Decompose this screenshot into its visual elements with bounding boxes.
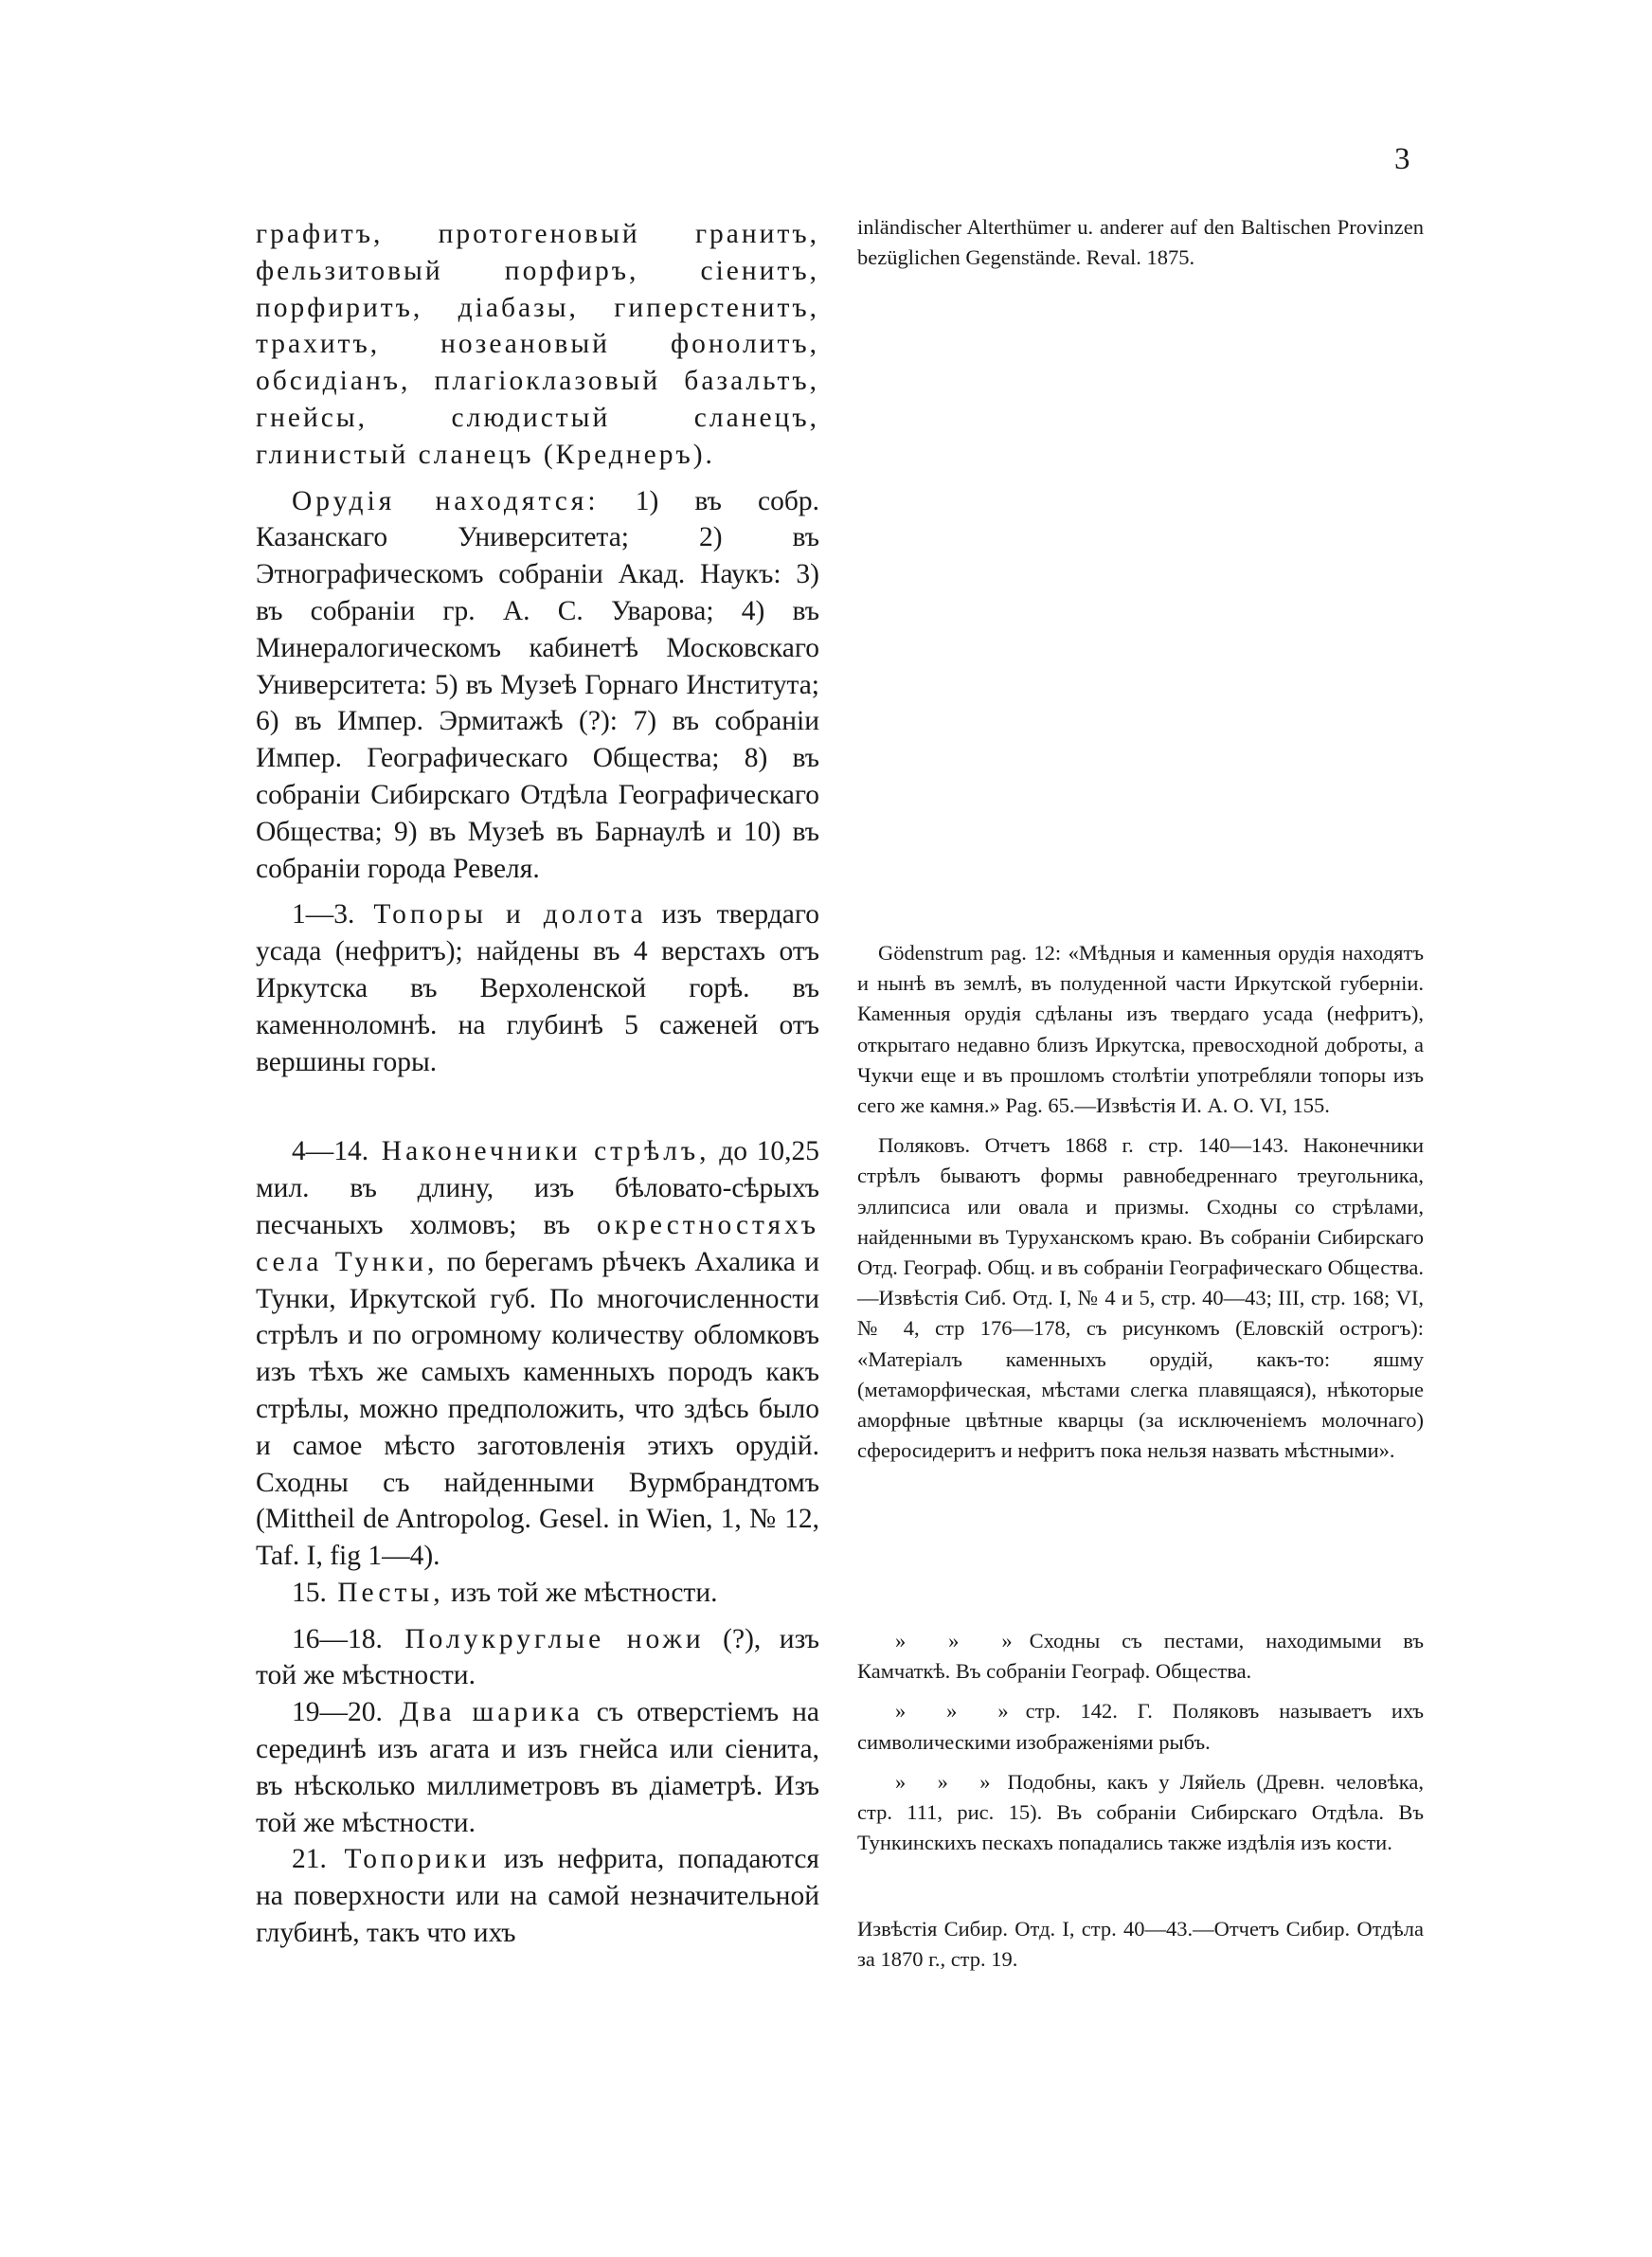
right-notes-entries-15-20	[857, 1626, 1424, 1858]
entry-21-number: 21.	[292, 1844, 327, 1875]
note-entry-19-20-text: Подобны, какъ у Ляйель (Древн. человѣка, стр. 111, рис. 15). Въ собраніи Сибирскаго Отдѣла. Въ Тункинскихъ пескахъ попадались также издѣлія изъ кости.	[857, 1769, 1425, 1855]
note-entry-19-20	[857, 1767, 1424, 1859]
entry-21-text: изъ нефрита, попадаются на поверхности или на самой незначительной глубинѣ, такъ что ихъ	[256, 1844, 820, 1949]
entry-19-20-number: 19—20.	[292, 1697, 383, 1728]
entry-1-3-text: изъ твердаго усада (нефритъ); найдены въ 4 верстахъ отъ Иркутска въ Верхоленской горѣ. въ каменноломнѣ. на глубинѣ 5 саженей отъ вершины горы.	[256, 899, 820, 1077]
entry-4-14-number: 4—14.	[292, 1136, 369, 1167]
collections-paragraph	[256, 483, 819, 888]
collections-lead: Орудія находятся:	[292, 485, 600, 516]
entry-19-20	[256, 1694, 819, 1841]
entry-16-18	[256, 1621, 819, 1695]
ditto-marks: » » »	[895, 1699, 1009, 1724]
collections-text: 1) въ собр. Казанскаго Университета; 2) въ Этнографическомъ собраніи Акад. Наукъ: 3) въ собраніи гр. А. С. Уварова; 4) въ Минералогическомъ кабинетѣ Московскаго Университета: 5) въ Музеѣ Горнаго Института; 6) въ Импер. Эрмитажѣ (?): 7) въ собраніи Импер. Географическаго Общества; 8) въ собраніи Сибирскаго Отдѣла Географическаго Общества; 9) въ Музеѣ въ Барнаулѣ и 10) въ собраніи города Ревеля.	[256, 485, 819, 884]
entry-21-heading: Топорики	[326, 1844, 491, 1875]
right-note-entry-21	[857, 1914, 1424, 1975]
entry-4-14-text-a: до 10,25 мил. въ длину, изъ бѣловато-сѣрыхъ песчаныхъ холмовъ; въ	[256, 1136, 820, 1240]
left-column	[256, 216, 819, 1952]
entry-19-20-heading: Два шарика	[382, 1697, 584, 1728]
note-entry-16-18	[857, 1696, 1424, 1757]
entry-1-3	[256, 896, 819, 1080]
right-note-reference-top	[857, 212, 1424, 273]
entry-4-14-locality: окрестностяхъ села Тунки,	[256, 1209, 819, 1277]
note-entry-16-18-text: стр. 142. Г. Поляковъ называетъ ихъ символическими изображеніями рыбъ.	[857, 1699, 1425, 1754]
entry-4-14	[256, 1133, 819, 1575]
entry-19-20-text: съ отверстіемъ на серединѣ изъ агата и изъ гнейса или сіенита, въ нѣсколько миллиметровъ въ діаметрѣ. Изъ той же мѣстности.	[256, 1697, 819, 1838]
ditto-marks: » » »	[895, 1629, 1013, 1652]
right-note-reference-text: inländischer Alterthümer u. anderer auf den Baltischen Provinzen bezüglichen Gegenstände. Reval. 1875.	[857, 215, 1424, 270]
note-godenstrum: Gödenstrum pag. 12: «Мѣдныя и каменныя орудія находятъ и нынѣ въ землѣ, въ полуденной части Иркутской губерніи. Каменныя орудія сдѣланы изъ твердаго усада (нефритъ), открытаго недавно близъ Иркутска, превосходной доброты, а Чукчи еще и въ прошломъ столѣтіи употребляли топоры изъ сего же камня.» Pag. 65.—Извѣстія И. А. О. VI, 155.	[857, 941, 1424, 1118]
note-polyakov: Поляковъ. Отчетъ 1868 г. стр. 140—143. Наконечники стрѣлъ бываютъ формы равнобедреннаго треугольника, эллипсиса или овала и призмы. Сходны со стрѣлами, найденными въ Туруханскомъ краю. Въ собраніи Сибирскаго Отд. Географ. Общ. и въ собраніи Географическаго Общества.—Извѣстія Сиб. Отд. I, № 4 и 5, стр. 40—43; III, стр. 168; VI, № 4, стр 176—178, съ рисункомъ (Еловскій острогъ): «Матеріалъ каменныхъ орудій, какъ-то: яшму (метаморфическая, мѣстами слегка плавящаяся), нѣкоторые аморфные цвѣтные кварцы (за исключеніемъ молочнаго) сферосидеритъ и нефритъ пока нельзя назвать мѣстными».	[857, 1133, 1424, 1463]
mineral-list-text: графитъ, протогеновый гранитъ, фельзитовый порфиръ, сіенитъ, порфиритъ, діабазы, гиперстенитъ, трахитъ, нозеановый фонолитъ, обсидіанъ, плагіоклазовый базальтъ, гнейсы, слюдистый сланецъ, глинистый сланецъ (Креднеръ).	[256, 219, 819, 470]
note-entry-21-text: Извѣстія Сибир. Отд. I, стр. 40—43.—Отчетъ Сибир. Отдѣла за 1870 г., стр. 19.	[857, 1917, 1424, 1972]
right-notes-entries-1-14	[857, 938, 1424, 1466]
entry-16-18-heading: Полукруглые ножи	[382, 1623, 705, 1654]
entry-4-14-heading: Наконечники стрѣлъ,	[368, 1136, 710, 1167]
page-number: 3	[1394, 142, 1410, 176]
entry-15-number: 15.	[292, 1577, 327, 1608]
note-entry-15-text: Сходны съ пестами, находимыми въ Камчаткѣ. Въ собраніи Географ. Общества.	[857, 1629, 1425, 1684]
entry-4-14-text-b: по берегамъ рѣчекъ Ахалика и Тунки, Иркутской губ. По многочисленности стрѣлъ и по огромному количеству обломковъ изъ тѣхъ же самыхъ каменныхъ породъ какъ стрѣлы, можно предположить, что здѣсь было и самое мѣсто заготовленія этихъ орудій. Сходны съ найденными Вурмбрандтомъ (Mittheil de Antropolog. Gesel. in Wien, 1, № 12, Taf. I, fig 1—4).	[256, 1246, 819, 1572]
entry-15-text: изъ той же мѣстности.	[443, 1577, 718, 1608]
entry-21	[256, 1841, 819, 1951]
entry-16-18-number: 16—18.	[292, 1623, 383, 1654]
ditto-marks: » » »	[895, 1769, 991, 1794]
entry-1-3-number: 1—3.	[292, 899, 355, 930]
entry-15	[256, 1575, 819, 1612]
entry-16-18-text: (?), изъ той же мѣстности.	[256, 1623, 819, 1691]
entry-15-heading: Песты,	[326, 1577, 444, 1608]
note-entry-15	[857, 1626, 1424, 1687]
mineral-list-paragraph	[256, 216, 819, 474]
entry-1-3-heading: Топоры и долота	[354, 899, 647, 930]
